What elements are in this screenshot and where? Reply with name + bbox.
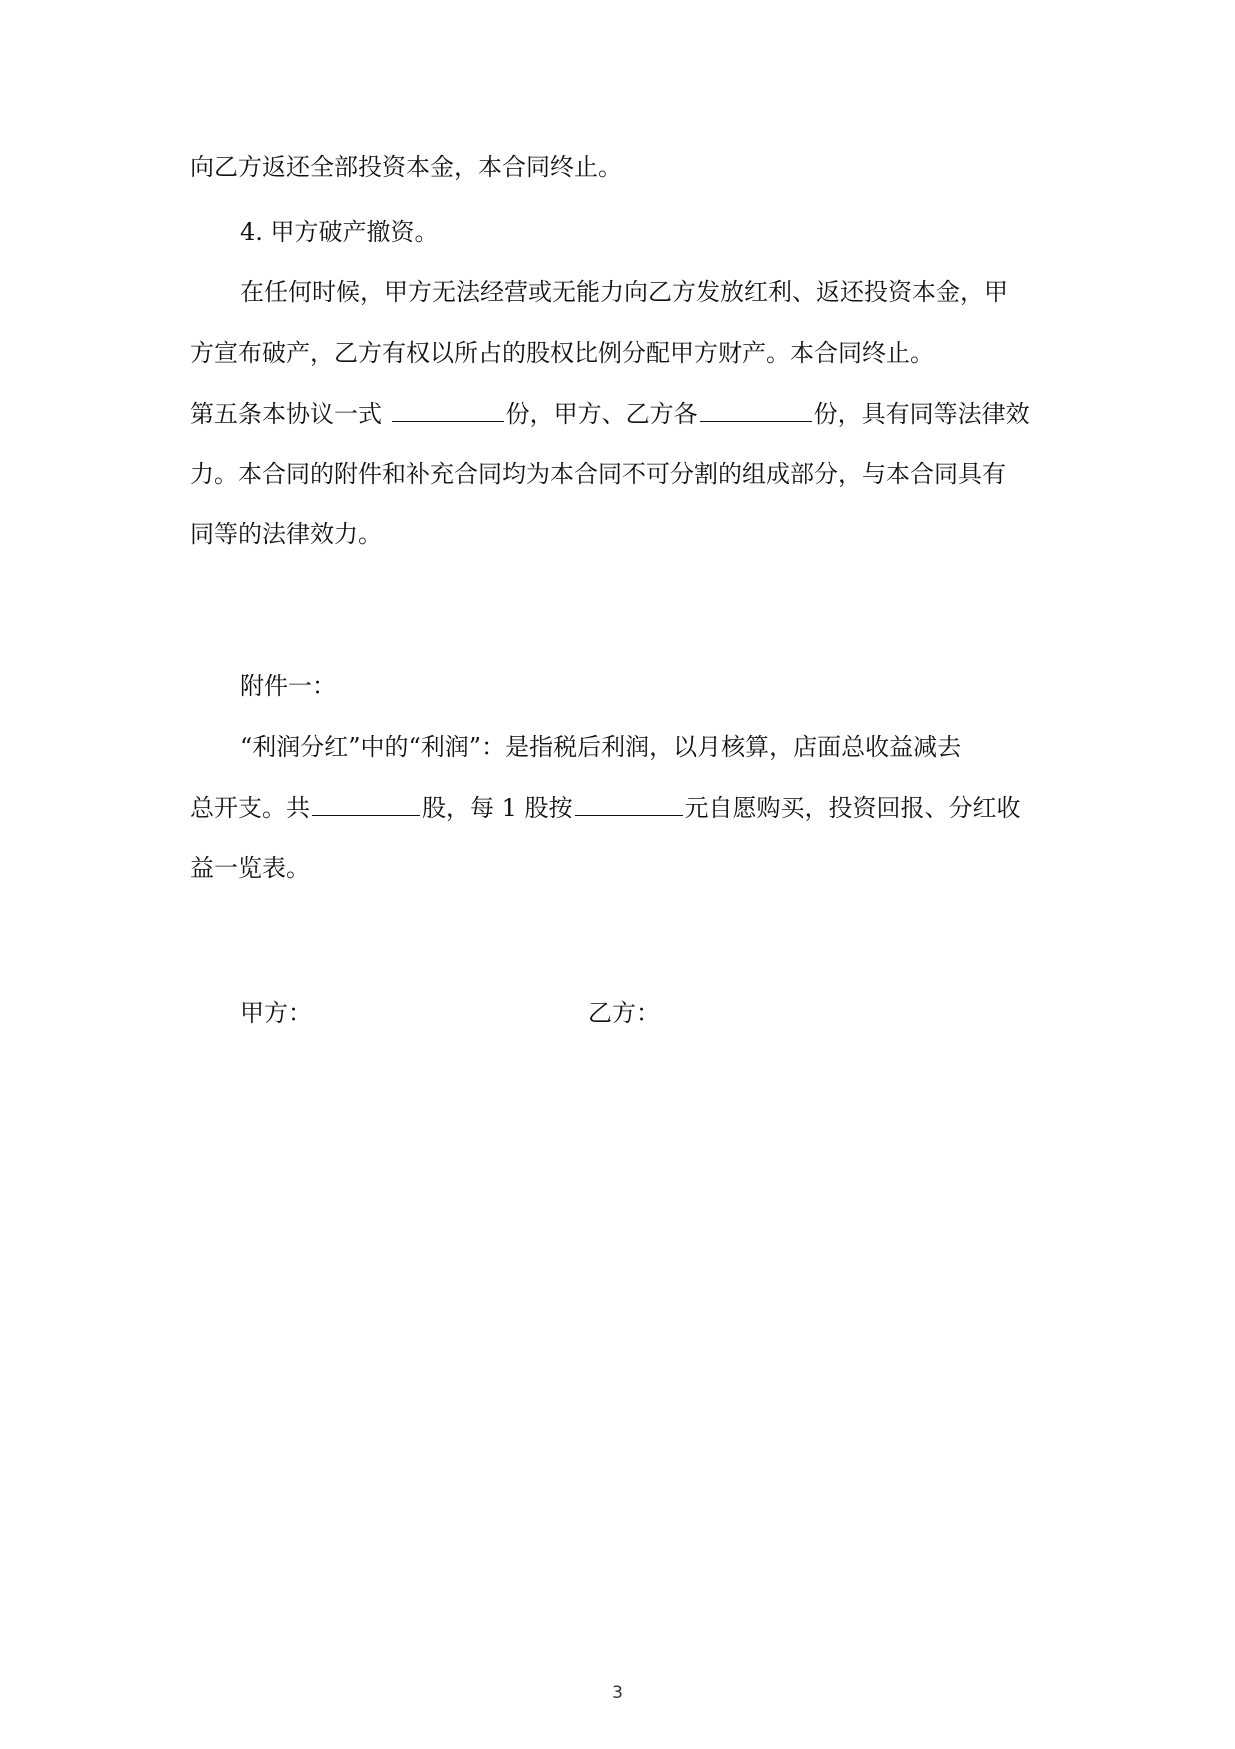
text-line-bankruptcy-2: 方宣布破产，乙方有权以所占的股权比例分配甲方财产。本合同终止。 [190, 339, 934, 367]
shares-count-blank[interactable] [312, 791, 420, 816]
article-5-line-1 [190, 397, 1060, 430]
article-5-text-b: 份，甲方、乙方各 [505, 400, 698, 428]
article-5-text-a: 第五条本协议一式 [190, 400, 390, 428]
copies-total-blank[interactable] [392, 397, 504, 422]
article-5-line-2: 力。本合同的附件和补充合同均为本合同不可分割的组成部分，与本合同具有 [190, 460, 1006, 488]
article-5-line-3: 同等的法律效力。 [190, 520, 382, 548]
share-price-blank[interactable] [575, 791, 683, 816]
list-item-4-heading: 4. 甲方破产撤资。 [240, 218, 439, 246]
party-a-signature-label: 甲方： [240, 999, 312, 1027]
page-number: 3 [612, 1683, 623, 1703]
attachment-line-2 [190, 791, 1060, 824]
attachment-text-c: 元自愿购买，投资回报、分红收 [684, 794, 1021, 822]
copies-each-blank[interactable] [700, 397, 812, 422]
attachment-line-3: 益一览表。 [190, 854, 310, 882]
attachment-line-1: “利润分红”中的“利润”：是指税后利润，以月核算，店面总收益减去 [240, 733, 962, 761]
party-b-signature-label: 乙方： [588, 999, 660, 1027]
article-5-text-c: 份，具有同等法律效 [813, 400, 1030, 428]
attachment-text-a: 总开支。共 [190, 794, 310, 822]
attachment-text-b: 股，每 1 股按 [422, 794, 573, 822]
text-line-bankruptcy-1: 在任何时候，甲方无法经营或无能力向乙方发放红利、返还投资本金，甲 [240, 278, 1008, 306]
attachment-heading: 附件一： [240, 672, 336, 700]
text-line-1: 向乙方返还全部投资本金，本合同终止。 [190, 153, 622, 181]
